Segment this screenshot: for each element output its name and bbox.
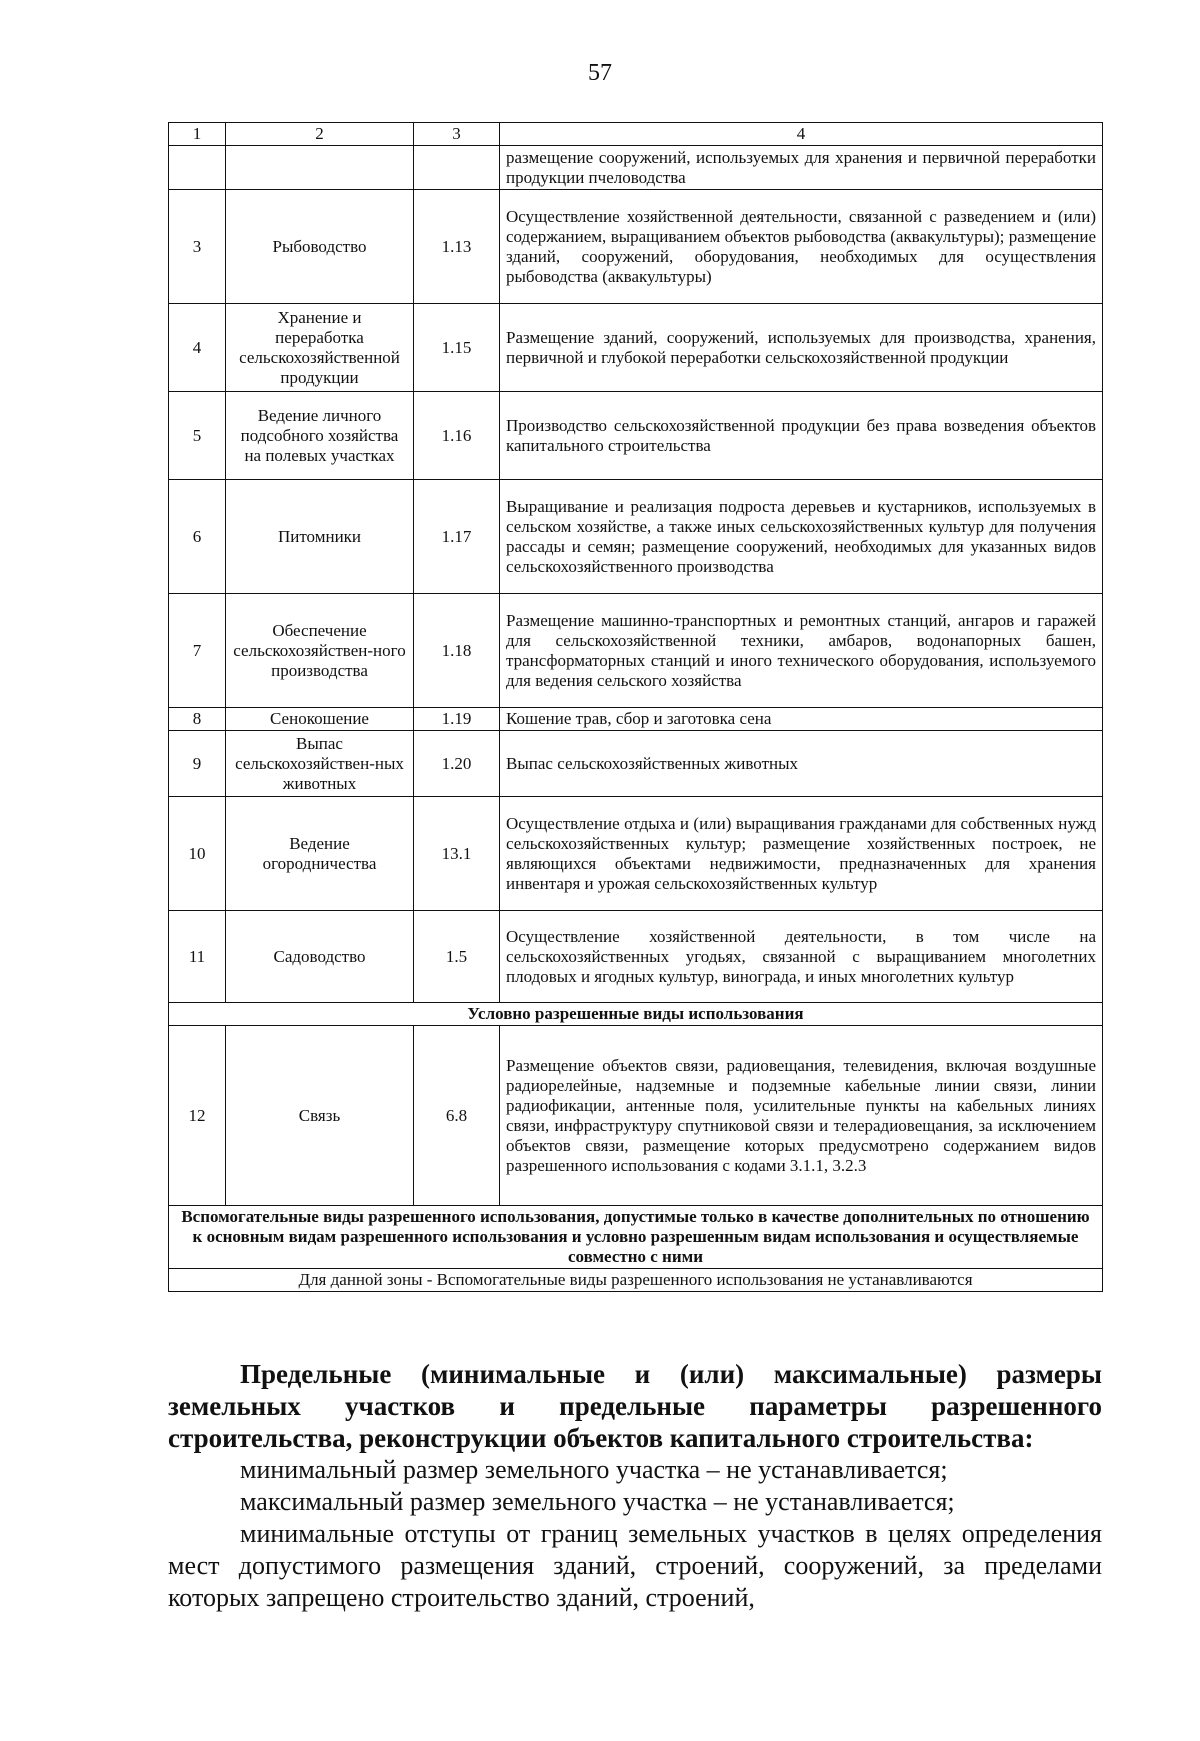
table-row (169, 480, 1103, 594)
use-type-code: 1.15 (414, 304, 500, 392)
column-header: 4 (500, 123, 1103, 146)
use-type-name: Хранение и переработка сельскохозяйственной продукции (226, 304, 414, 392)
table-row (169, 708, 1103, 731)
use-type-name: Выпас сельскохозяйствен-ных животных (226, 731, 414, 797)
row-number: 11 (169, 911, 226, 1003)
table-row (169, 911, 1103, 1003)
use-type-name: Садоводство (226, 911, 414, 1003)
use-type-description: Производство сельскохозяйственной продукции без права возведения объектов капитального строительства (500, 392, 1103, 480)
parameters-heading: Предельные (минимальные и (или) максимальные) размеры земельных участков и предельные параметры разрешенного строительства, реконструкции объектов капитального строительства: (168, 1359, 1102, 1453)
row-number: 8 (169, 708, 226, 731)
use-type-description: Осуществление отдыха и (или) выращивания гражданами для собственных нужд сельскохозяйственных культур; размещение хозяйственных построек, не являющихся объектами недвижимости, предназначенных для хранения инвентаря и урожая сельскохозяйственных культур (500, 797, 1103, 911)
table-header-row (169, 123, 1103, 146)
column-header: 2 (226, 123, 414, 146)
body-paragraph: минимальный размер земельного участка – не устанавливается; (240, 1455, 948, 1484)
use-type-name: Ведение огородничества (226, 797, 414, 911)
use-type-description: Выпас сельскохозяйственных животных (500, 731, 1103, 797)
table-row (169, 594, 1103, 708)
use-type-name: Ведение личного подсобного хозяйства на полевых участках (226, 392, 414, 480)
use-type-name: Обеспечение сельскохозяйствен-ного производства (226, 594, 414, 708)
row-number: 5 (169, 392, 226, 480)
use-type-code: 6.8 (414, 1026, 500, 1206)
use-type-code: 1.18 (414, 594, 500, 708)
use-type-name: Питомники (226, 480, 414, 594)
body-paragraph: максимальный размер земельного участка – не устанавливается; (240, 1487, 955, 1516)
use-type-code: 1.5 (414, 911, 500, 1003)
use-type-description: Размещение объектов связи, радиовещания, телевидения, включая воздушные радиорелейные, надземные и подземные кабельные линии связи, линии радиофикации, антенные поля, усилительные пункты на кабельных линиях связи, инфраструктуру спутниковой связи и телерадиовещания, за исключением объектов связи, размещение которых предусмотрено содержанием видов разрешенного использования с кодами 3.1.1, 3.2.3 (500, 1026, 1103, 1206)
use-type-description: Осуществление хозяйственной деятельности, связанной с разведением и (или) содержанием, выращиванием объектов рыбоводства (аквакультуры); размещение зданий, сооружений, оборудования, необходимых для осуществления рыбоводства (аквакультуры) (500, 190, 1103, 304)
row-number: 6 (169, 480, 226, 594)
use-type-description: Кошение трав, сбор и заготовка сена (500, 708, 1103, 731)
column-header: 3 (414, 123, 500, 146)
table-row (169, 731, 1103, 797)
row-number (169, 146, 226, 190)
use-type-description: Выращивание и реализация подроста деревьев и кустарников, используемых в сельском хозяйстве, а также иных сельскохозяйственных культур для получения рассады и семян; размещение сооружений, необходимых для указанных видов сельскохозяйственного производства (500, 480, 1103, 594)
row-number: 7 (169, 594, 226, 708)
use-type-description: размещение сооружений, используемых для хранения и первичной переработки продукции пчеловодства (500, 146, 1103, 190)
row-number: 3 (169, 190, 226, 304)
row-number: 4 (169, 304, 226, 392)
section-row (169, 1206, 1103, 1269)
use-type-code: 1.13 (414, 190, 500, 304)
use-type-code (414, 146, 500, 190)
body-paragraph: минимальные отступы от границ земельных участков в целях определения мест допустимого размещения зданий, строений, сооружений, за пределами которых запрещено строительство зданий, строений, (168, 1519, 1102, 1612)
use-type-description: Размещение машинно-транспортных и ремонтных станций, ангаров и гаражей для сельскохозяйственной техники, амбаров, водонапорных башен, трансформаторных станций и иного технического оборудования, используемого для ведения сельского хозяйства (500, 594, 1103, 708)
table-row (169, 304, 1103, 392)
section-row (169, 1003, 1103, 1026)
table-row (169, 1026, 1103, 1206)
table-row (169, 146, 1103, 190)
use-type-name: Связь (226, 1026, 414, 1206)
use-type-description: Осуществление хозяйственной деятельности, в том числе на сельскохозяйственных угодьях, связанной с выращиванием многолетних плодовых и ягодных культур, винограда, и иных многолетних культур (500, 911, 1103, 1003)
page-number: 57 (588, 60, 612, 86)
section-heading-auxiliary: Вспомогательные виды разрешенного использования, допустимые только в качестве дополнительных по отношению к основным видам разрешенного использования и условно разрешенным видам использования и осуществляемые совместно с ними (169, 1206, 1103, 1269)
land-use-table (168, 122, 1103, 1292)
table-row (169, 797, 1103, 911)
auxiliary-note: Для данной зоны - Вспомогательные виды разрешенного использования не устанавливаются (169, 1269, 1103, 1292)
use-type-code: 1.20 (414, 731, 500, 797)
use-type-code: 1.16 (414, 392, 500, 480)
column-header: 1 (169, 123, 226, 146)
use-type-code: 1.19 (414, 708, 500, 731)
table-row (169, 392, 1103, 480)
note-row (169, 1269, 1103, 1292)
use-type-code: 1.17 (414, 480, 500, 594)
row-number: 9 (169, 731, 226, 797)
use-type-description: Размещение зданий, сооружений, используемых для производства, хранения, первичной и глубокой переработки сельскохозяйственной продукции (500, 304, 1103, 392)
section-heading-conditional: Условно разрешенные виды использования (169, 1003, 1103, 1026)
use-type-name: Рыбоводство (226, 190, 414, 304)
use-type-code: 13.1 (414, 797, 500, 911)
row-number: 10 (169, 797, 226, 911)
use-type-name (226, 146, 414, 190)
table-row (169, 190, 1103, 304)
row-number: 12 (169, 1026, 226, 1206)
use-type-name: Сенокошение (226, 708, 414, 731)
body-text (168, 1358, 1102, 1614)
